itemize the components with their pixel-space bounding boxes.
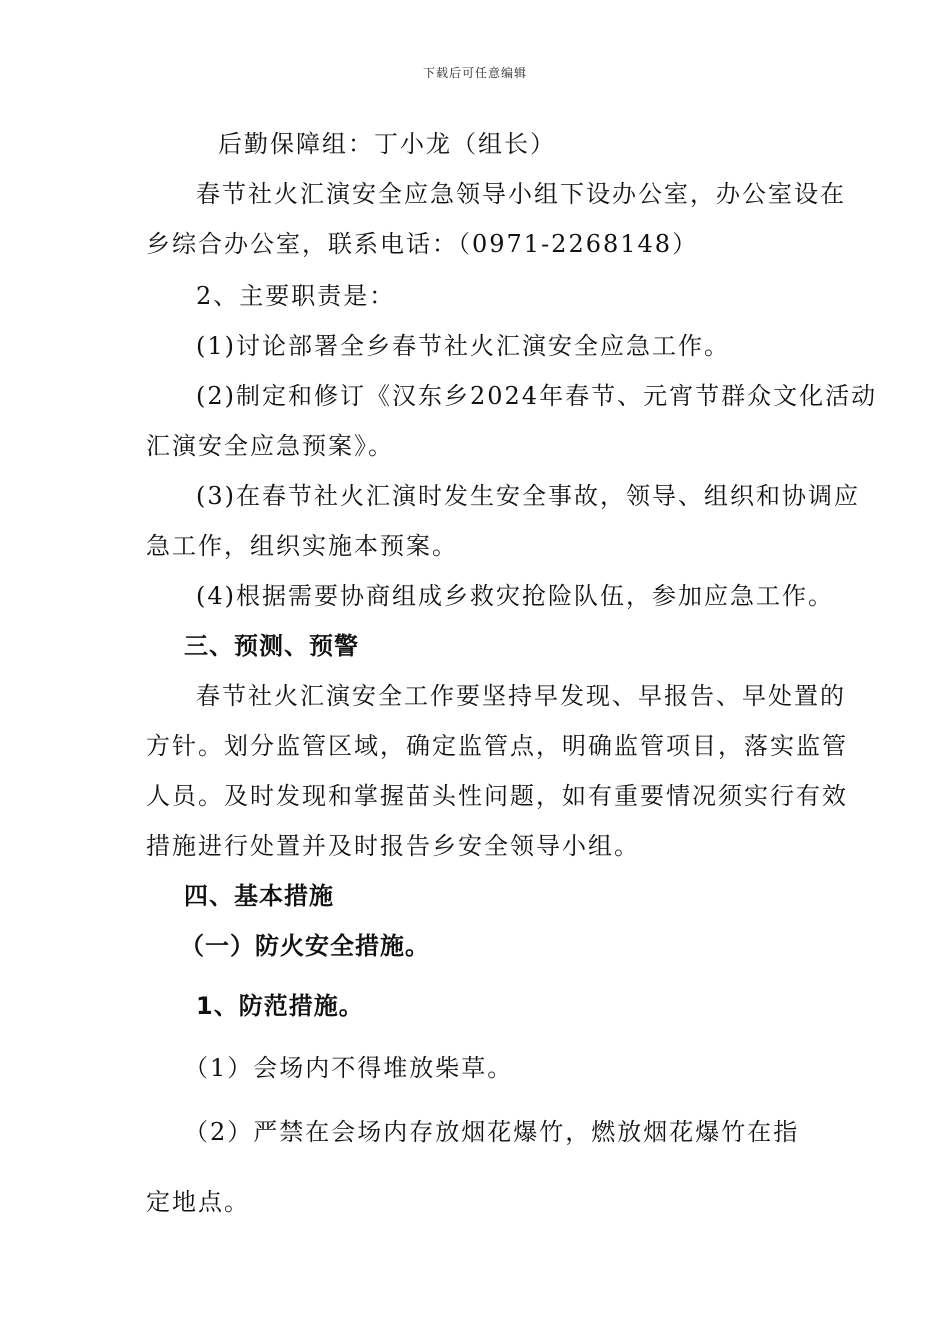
duty-item-1: (1)讨论部署全乡春节社火汇演安全应急工作。 — [196, 332, 730, 360]
warning-paragraph-line-4: 措施进行处置并及时报告乡安全领导小组。 — [146, 832, 640, 860]
prevention-item-1: （1）会场内不得堆放柴草。 — [184, 1054, 514, 1082]
prevention-heading: 1、防范措施。 — [196, 992, 364, 1020]
duties-heading: 2、主要职责是： — [196, 282, 396, 310]
office-paragraph-line-1: 春节社火汇演安全应急领导小组下设办公室，办公室设在 — [196, 180, 846, 208]
logistics-team-line: 后勤保障组：丁小龙（组长） — [218, 130, 556, 158]
duty-item-3-line-1: (3)在春节社火汇演时发生安全事故，领导、组织和协调应 — [196, 482, 860, 510]
prevention-item-2-line-2: 定地点。 — [146, 1188, 250, 1216]
warning-paragraph-line-2: 方针。划分监管区域，确定监管点，明确监管项目，落实监管 — [146, 732, 848, 760]
warning-paragraph-line-1: 春节社火汇演安全工作要坚持早发现、早报告、早处置的 — [196, 682, 846, 710]
duty-item-2-line-2: 汇演安全应急预案》。 — [146, 432, 394, 460]
duty-item-3-line-2: 急工作，组织实施本预案。 — [146, 532, 458, 560]
section-3-heading: 三、预测、预警 — [184, 632, 359, 660]
office-paragraph-line-2: 乡综合办公室，联系电话：（0971-2268148） — [146, 230, 699, 258]
fire-safety-heading: （一）防火安全措施。 — [180, 932, 430, 960]
duty-item-4: (4)根据需要协商组成乡救灾抢险队伍，参加应急工作。 — [196, 582, 834, 610]
prevention-item-2-line-1: （2）严禁在会场内存放烟花爆竹，燃放烟花爆竹在指 — [184, 1118, 800, 1146]
duty-item-2-line-1: (2)制定和修订《汉东乡2024年春节、元宵节群众文化活动 — [196, 382, 878, 410]
warning-paragraph-line-3: 人员。及时发现和掌握苗头性问题，如有重要情况须实行有效 — [146, 782, 848, 810]
page-header: 下载后可任意编辑 — [422, 66, 527, 80]
section-4-heading: 四、基本措施 — [184, 882, 334, 910]
